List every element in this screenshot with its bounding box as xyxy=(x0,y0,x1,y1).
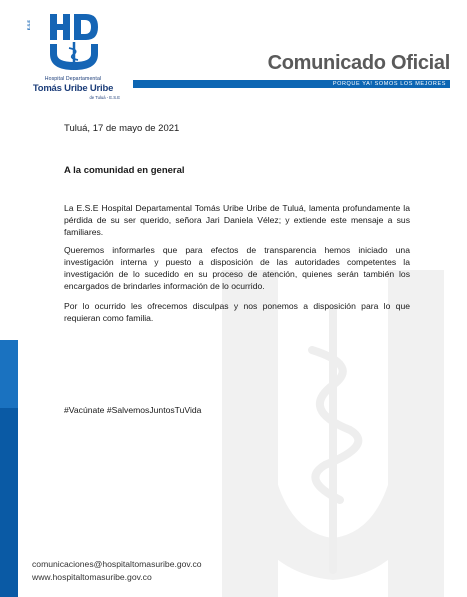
header-band xyxy=(133,80,450,88)
logo-subtitle: Hospital Departamental xyxy=(44,76,102,82)
logo-location: de Tuluá - E.S.E xyxy=(89,95,120,100)
left-bar-segment-top xyxy=(0,340,18,408)
footer-website: www.hospitaltomasuribe.gov.co xyxy=(32,572,152,582)
letter-hashtags: #Vacúnate #SalvemosJuntosTuVida xyxy=(64,405,202,415)
left-decorative-bar xyxy=(0,340,18,597)
letter-paragraph-2: Queremos informarles que para efectos de transparencia hemos iniciado una investigación interna y puesto a disposición de las autoridades competentes la investigación de lo sucedido en su proceso de atención, quienes serán también los encargados de brindarles información de lo ocurrido. xyxy=(64,245,410,291)
letter-salutation: A la comunidad en general xyxy=(64,165,185,176)
letter-paragraph-1: La E.S.E Hospital Departamental Tomás Uribe Uribe de Tuluá, lamenta profundamente la pérdida de su ser querido, señora Jari Daniela Vélez; y extiende este mensaje a sus familiares. xyxy=(64,203,410,237)
hd-logo-icon xyxy=(36,10,110,72)
logo-ese-side-text: E.S.E xyxy=(26,20,31,31)
letter-paragraph-3: Por lo ocurrido les ofrecemos disculpas y nos ponemos a disposición para lo que requieran como familia. xyxy=(64,301,410,323)
letter-date: Tuluá, 17 de mayo de 2021 xyxy=(64,123,180,134)
left-bar-segment-bottom xyxy=(0,408,18,597)
page-title: Comunicado Oficial xyxy=(267,52,450,74)
hospital-logo xyxy=(18,10,128,100)
footer-email: comunicaciones@hospitaltomasuribe.gov.co xyxy=(32,559,202,569)
header-tagline: PORQUE YA! SOMOS LOS MEJORES xyxy=(332,80,446,87)
logo-name: Tomás Uribe Uribe xyxy=(32,83,114,94)
